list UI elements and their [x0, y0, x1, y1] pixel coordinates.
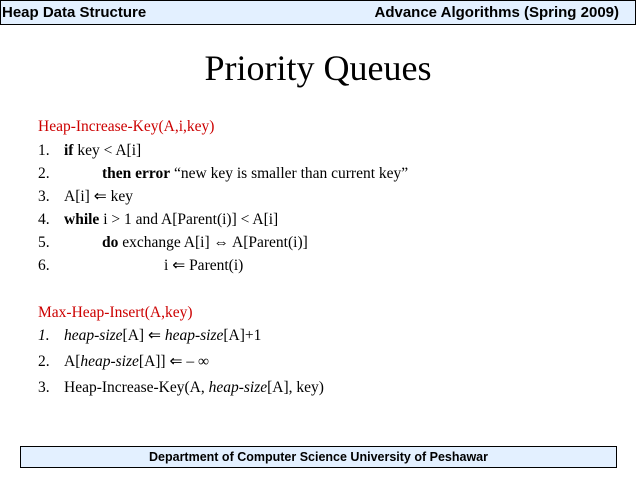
line-number: 3. — [38, 379, 50, 396]
code-text: i > 1 and A[Parent(i)] < A[i] — [99, 211, 279, 228]
code-text: exchange A[i] — [118, 234, 214, 251]
code-text: Heap-Increase-Key(A, — [64, 379, 209, 396]
code-text: [A] — [122, 327, 148, 344]
code-line-5 — [38, 233, 308, 253]
keyword-then-error: then error — [102, 165, 171, 182]
code-italic: heap-size — [80, 353, 139, 370]
keyword-while: while — [64, 211, 100, 228]
line-number: 5. — [38, 234, 50, 251]
footer-bar — [20, 446, 617, 468]
code-text: [A]] — [138, 353, 170, 370]
line-number: 2. — [38, 353, 50, 370]
header-bar — [0, 0, 636, 25]
line-number: 1. — [38, 327, 50, 344]
footer-text: Department of Computer Science University of Peshawar — [149, 450, 488, 464]
code-text: “new key is smaller than current key” — [170, 165, 409, 182]
code-text: key < A[i] — [73, 142, 142, 159]
arrow-left-icon: ⇐ — [147, 327, 161, 344]
keyword-do: do — [102, 234, 119, 251]
code-italic: heap-size — [160, 327, 224, 344]
code-line-1 — [38, 141, 141, 161]
code-line-2 — [38, 164, 408, 184]
arrow-left-icon: ⇐ — [169, 353, 183, 370]
code-text: Parent(i) — [185, 257, 244, 274]
code-line-6 — [38, 256, 243, 276]
line-number: 4. — [38, 211, 50, 228]
swap-arrow-icon: ⇔ — [213, 234, 229, 251]
code-line-8 — [38, 352, 209, 372]
line-number: 3. — [38, 188, 50, 205]
arrow-left-icon: ⇐ — [93, 188, 107, 205]
code-italic: heap-size — [64, 327, 123, 344]
code-line-7 — [38, 326, 261, 346]
code-line-9 — [38, 378, 324, 398]
course-topic: Heap Data Structure — [2, 4, 147, 21]
code-line-4 — [38, 210, 278, 230]
code-text: i — [164, 257, 173, 274]
page-title: Priority Queues — [204, 48, 432, 88]
code-text: – ∞ — [182, 353, 210, 370]
line-number: 2. — [38, 165, 50, 182]
keyword-if: if — [64, 142, 74, 159]
code-italic: heap-size — [208, 379, 268, 396]
code-text: [A], key) — [267, 379, 324, 396]
code-text: [A]+1 — [223, 327, 262, 344]
code-line-3: 3. A[i] ⇐ key — [38, 188, 133, 205]
code-text: A[Parent(i)] — [229, 234, 308, 251]
code-text: A[ — [64, 353, 81, 370]
section1-heading: Heap-Increase-Key(A,i,key) — [38, 118, 215, 135]
arrow-left-icon: ⇐ — [172, 257, 186, 274]
course-title: Advance Algorithms (Spring 2009) — [374, 4, 619, 21]
line-number: 1. — [38, 142, 50, 159]
line-number: 6. — [38, 257, 50, 274]
code-text: A[i] — [64, 188, 94, 205]
section2-heading: Max-Heap-Insert(A,key) — [38, 304, 193, 321]
